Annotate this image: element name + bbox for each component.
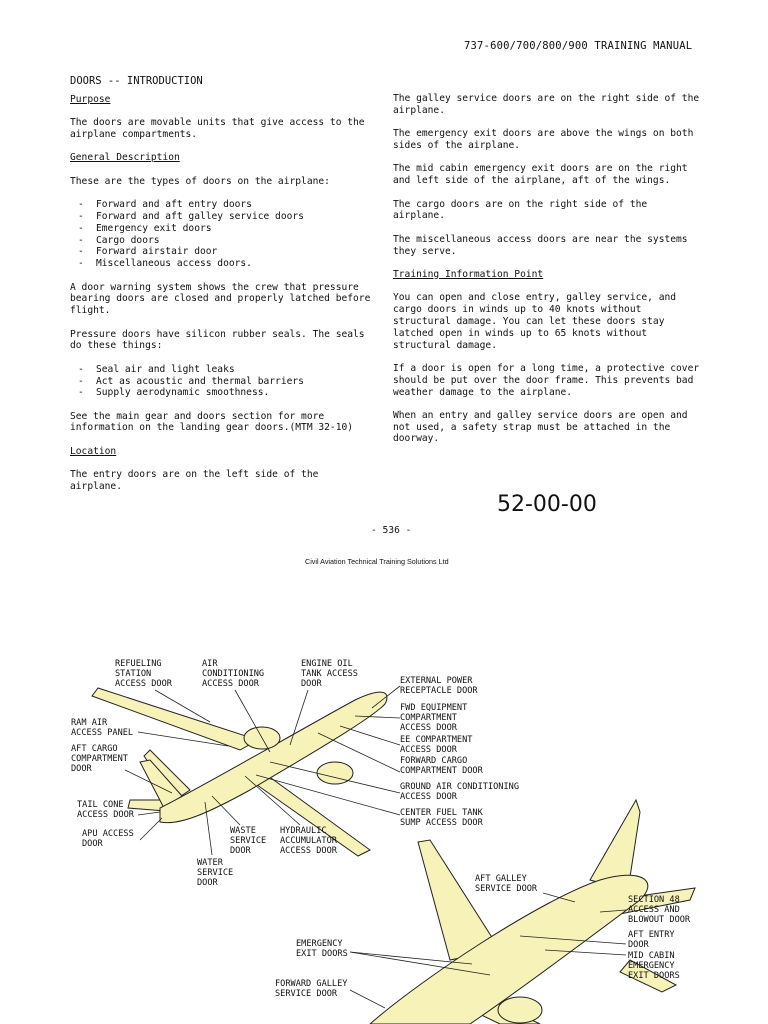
plane1-fuselage bbox=[160, 692, 387, 823]
cover-text: If a door is open for a long time, a protective cover should be put over the door frame. This prevents bad weather damage to the airplane. bbox=[393, 362, 700, 398]
see-main-gear-text: See the main gear and doors section for more information on the landing gear doors.(MTM 32-10) bbox=[70, 410, 354, 434]
footer-text: Civil Aviation Technical Training Solutions Ltd bbox=[305, 557, 449, 566]
label-section-48: SECTION 48 ACCESS AND BLOWOUT DOOR bbox=[628, 895, 691, 925]
purpose-heading: Purpose bbox=[70, 93, 111, 105]
purpose-text: The doors are movable units that give access to the airplane compartments. bbox=[70, 117, 365, 140]
list-item: - Forward and aft entry doors bbox=[70, 199, 375, 211]
label-apu: APU ACCESS DOOR bbox=[82, 829, 134, 849]
list-item: - Forward and aft galley service doors bbox=[70, 211, 375, 223]
location-heading: Location bbox=[70, 445, 117, 457]
label-mid-cabin: MID CABIN EMERGENCY EXIT DOORS bbox=[628, 951, 680, 981]
strap-text: When an entry and galley service doors are open and not used, a safety strap must be attached in the doorway. bbox=[393, 409, 688, 445]
label-refueling: REFUELING STATION ACCESS DOOR bbox=[115, 659, 172, 689]
section-code: 52-00-00 bbox=[497, 492, 597, 517]
label-ee-compartment: EE COMPARTMENT ACCESS DOOR bbox=[400, 735, 473, 755]
label-hydraulic: HYDRAULIC ACCUMULATOR ACCESS DOOR bbox=[280, 826, 337, 856]
list-item: - Cargo doors bbox=[70, 235, 375, 247]
label-forward-cargo: FORWARD CARGO COMPARTMENT DOOR bbox=[400, 756, 483, 776]
list-item: - Miscellaneous access doors. bbox=[70, 258, 375, 270]
label-emergency-exit: EMERGENCY EXIT DOORS bbox=[296, 939, 348, 959]
section-title: DOORS -- INTRODUCTION bbox=[70, 75, 203, 87]
list-item: - Supply aerodynamic smoothness. bbox=[70, 387, 375, 399]
list-item: - Forward airstair door bbox=[70, 246, 375, 258]
warning-text: A door warning system shows the crew that pressure bearing doors are closed and properly latched before flight. bbox=[70, 281, 371, 317]
general-description-heading: General Description bbox=[70, 152, 180, 164]
manual-title: 737-600/700/800/900 TRAINING MANUAL bbox=[464, 40, 693, 52]
emergency-text: The emergency exit doors are above the wings on both sides of the airplane. bbox=[393, 128, 694, 151]
label-engine-oil: ENGINE OIL TANK ACCESS DOOR bbox=[301, 659, 358, 689]
label-center-fuel: CENTER FUEL TANK SUMP ACCESS DOOR bbox=[400, 808, 483, 828]
training-point-heading: Training Information Point bbox=[393, 268, 544, 280]
general-description-intro: These are the types of doors on the airplane: bbox=[70, 175, 330, 187]
label-aft-galley: AFT GALLEY SERVICE DOOR bbox=[475, 874, 538, 894]
list-item: - Emergency exit doors bbox=[70, 223, 375, 235]
plane2-engine bbox=[498, 997, 542, 1023]
galley-text: The galley service doors are on the right side of the airplane. bbox=[393, 93, 700, 116]
label-fwd-equipment: FWD EQUIPMENT COMPARTMENT ACCESS DOOR bbox=[400, 703, 468, 733]
location-entry-text: The entry doors are on the left side of the airplane. bbox=[70, 469, 319, 493]
training-point-text: You can open and close entry, galley service, and cargo doors in winds up to 40 knots without structural damage. You can let these doors stay latched open in winds up to 65 knots without structural damage. bbox=[393, 292, 677, 351]
label-air-conditioning: AIR CONDITIONING ACCESS DOOR bbox=[202, 659, 265, 689]
cargo-text: The cargo doors are on the right side of the airplane. bbox=[393, 198, 648, 222]
label-aft-cargo: AFT CARGO COMPARTMENT DOOR bbox=[71, 744, 128, 774]
label-external-power: EXTERNAL POWER RECEPTACLE DOOR bbox=[400, 676, 478, 696]
label-water: WATER SERVICE DOOR bbox=[197, 858, 234, 888]
list-item: - Act as acoustic and thermal barriers bbox=[70, 376, 375, 388]
label-ground-air: GROUND AIR CONDITIONING ACCESS DOOR bbox=[400, 782, 519, 802]
misc-text: The miscellaneous access doors are near the systems they serve. bbox=[393, 233, 688, 257]
label-waste: WASTE SERVICE DOOR bbox=[230, 826, 267, 856]
label-tail-cone: TAIL CONE ACCESS DOOR bbox=[77, 800, 134, 820]
label-forward-galley: FORWARD GALLEY SERVICE DOOR bbox=[275, 979, 348, 999]
page-number: - 536 - bbox=[371, 525, 412, 536]
midcabin-text: The mid cabin emergency exit doors are on the right and left side of the airplane, aft of the wings. bbox=[393, 163, 688, 187]
label-aft-entry: AFT ENTRY DOOR bbox=[628, 930, 675, 950]
label-ram-air: RAM AIR ACCESS PANEL bbox=[71, 718, 134, 738]
seals-intro: Pressure doors have silicon rubber seals. The seals do these things: bbox=[70, 328, 365, 352]
list-item: - Seal air and light leaks bbox=[70, 364, 375, 376]
